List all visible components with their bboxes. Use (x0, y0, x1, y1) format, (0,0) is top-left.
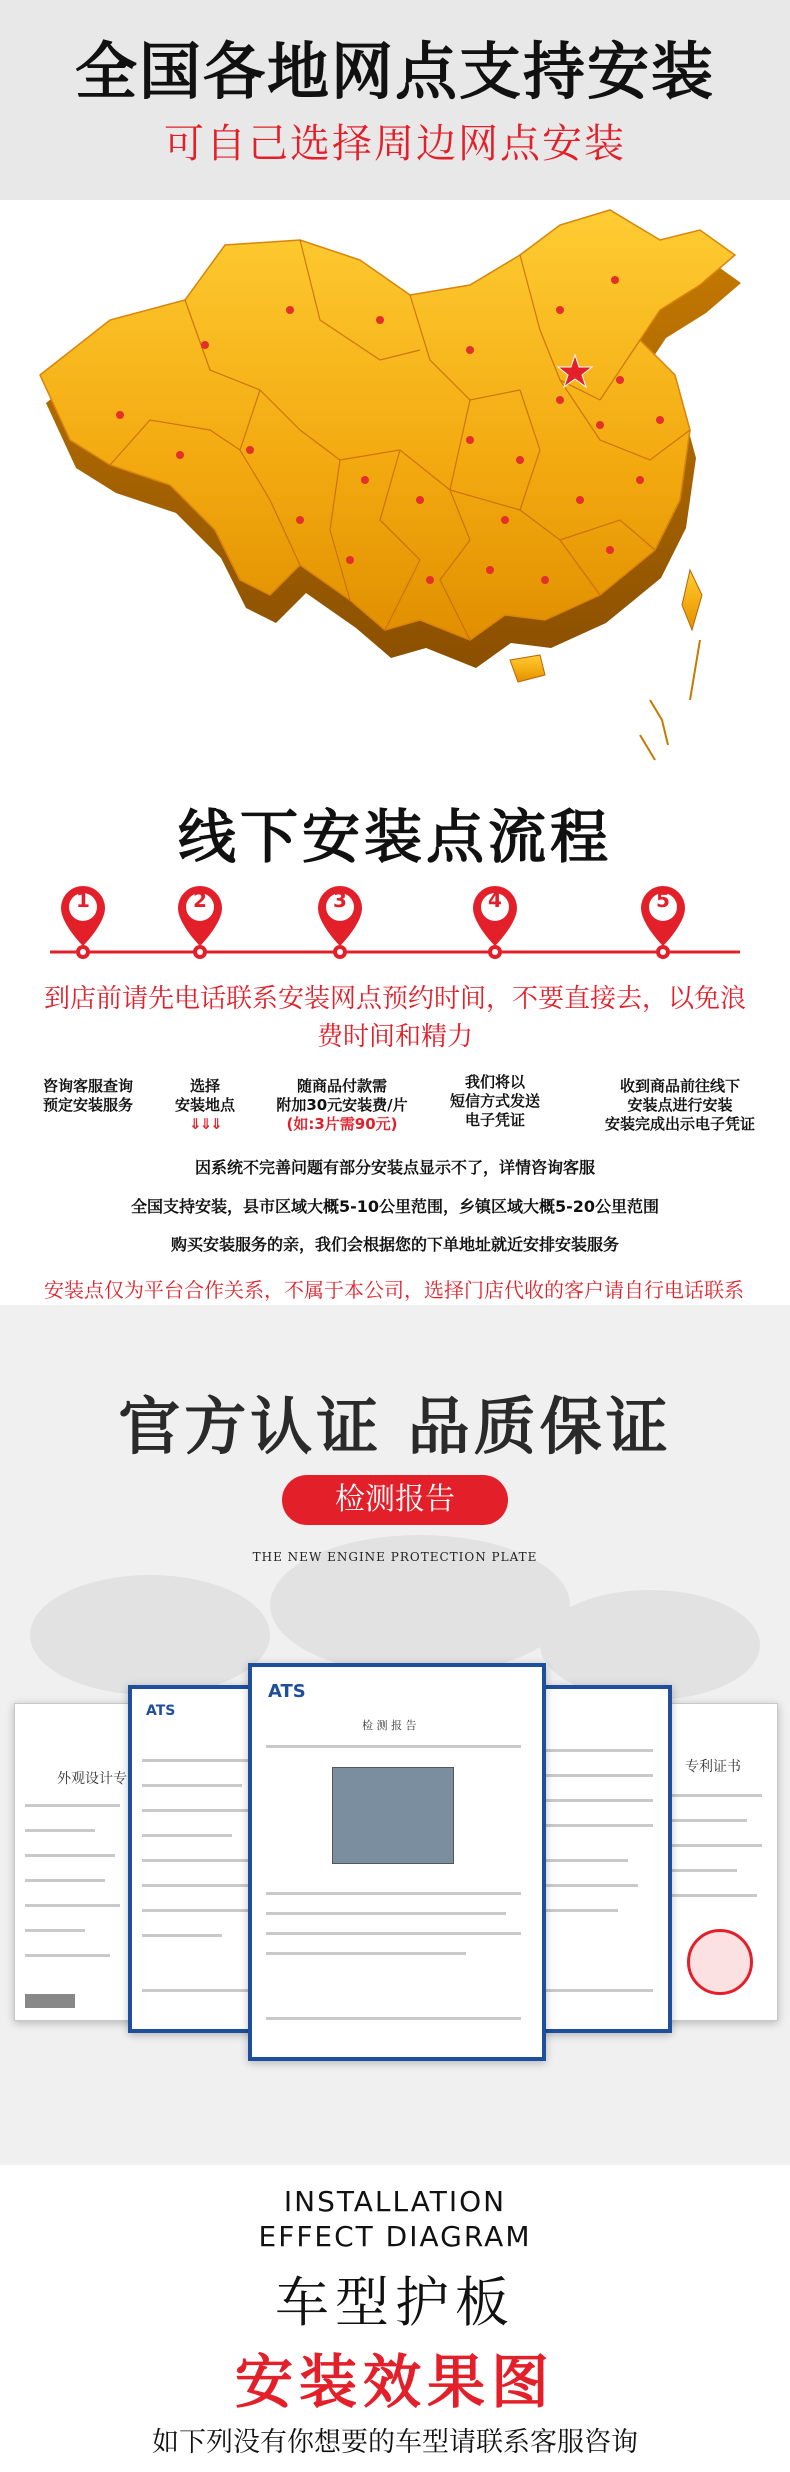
process-title: 线下安装点流程 (177, 803, 612, 871)
info-coverage-note: 全国支持安装，县市区域大概5-10公里范围，乡镇区域大概5-20公里范围 (130, 1197, 660, 1216)
step-5 (580, 1077, 780, 1134)
step-5-line-3: 安装完成出示电子凭证 (604, 1115, 755, 1133)
certification-section (0, 1305, 790, 2165)
certification-english-caption: THE NEW ENGINE PROTECTION PLATE (252, 1550, 538, 1564)
ats-logo: ATS (146, 1703, 176, 1719)
hero-banner (0, 0, 790, 200)
step-4-line-1: 我们将以 (464, 1073, 525, 1091)
report-heading: 检 测 报 告 (362, 1719, 417, 1732)
effect-english-line-2: EFFECT DIAGRAM (258, 2220, 532, 2253)
timeline-pin-4: 4 (488, 888, 502, 912)
hero-subtitle: 可自己选择周边网点安装 (164, 121, 626, 167)
step-5-line-1: 收到商品前往线下 (619, 1077, 740, 1095)
design-patent-title: 外观设计专 (57, 1771, 127, 1787)
down-arrows-icon: ⇓⇓⇓ (189, 1115, 221, 1133)
step-3 (262, 1077, 422, 1134)
product-photo (332, 1767, 454, 1864)
ats-logo-center: ATS (268, 1681, 306, 1702)
partner-warning-red: 安装点仅为平台合作关系，不属于本公司，选择门店代收的客户请自行电话联系 (44, 1278, 744, 1302)
installation-effect-section (0, 2165, 790, 2472)
step-5-line-2: 安装点进行安装 (627, 1096, 733, 1114)
info-system-note: 因系统不完善问题有部分安装点显示不了，详情咨询客服 (194, 1158, 595, 1177)
china-map-section (0, 200, 790, 780)
step-1-line-1: 咨询客服查询 (42, 1077, 133, 1095)
step-4-line-3: 电子凭证 (464, 1111, 525, 1129)
certification-title: 官方认证 品质保证 (118, 1390, 672, 1463)
hero-title: 全国各地网点支持安装 (74, 35, 715, 108)
step-1-line-2: 预定安装服务 (42, 1096, 133, 1114)
test-report-document-center (248, 1663, 546, 2061)
effect-contact-note: 如下列没有你想要的车型请联系客服咨询 (152, 2427, 638, 2458)
step-2 (150, 1077, 260, 1134)
info-arrangement-note: 购买安装服务的亲，我们会根据您的下单地址就近安排安装服务 (170, 1235, 619, 1254)
test-report-badge: 检测报告 (282, 1475, 508, 1525)
step-2-line-2: 安装地点 (174, 1096, 235, 1114)
effect-english-line-1: INSTALLATION (283, 2185, 507, 2218)
timeline-pin-2: 2 (193, 888, 207, 912)
step-3-line-2: 附加30元安装费/片 (276, 1096, 408, 1114)
step-4-line-2: 短信方式发送 (449, 1092, 540, 1110)
timeline-pin-5: 5 (656, 888, 670, 912)
appointment-notice: 到店前请先电话联系安装网点预约时间，不要直接去，以免浪费时间和精力 (43, 984, 746, 1052)
effect-title-line-2: 安装效果图 (234, 2348, 555, 2416)
china-map-image (0, 200, 790, 780)
patent-certificate-document (656, 1703, 778, 2021)
effect-title-line-1: 车型护板 (275, 2271, 515, 2334)
timeline-pin-3: 3 (333, 888, 347, 912)
step-3-fee-example: (如:3片需90元) (286, 1115, 398, 1133)
step-3-line-1: 随商品付款需 (296, 1077, 387, 1095)
process-timeline (0, 880, 790, 970)
patent-certificate-title: 专利证书 (685, 1759, 741, 1775)
step-2-line-1: 选择 (189, 1077, 220, 1095)
official-seal-icon (687, 1929, 753, 1995)
step-4 (425, 1073, 565, 1130)
design-patent-document (14, 1703, 136, 2021)
timeline-pin-1: 1 (76, 888, 90, 912)
step-1 (18, 1077, 158, 1115)
